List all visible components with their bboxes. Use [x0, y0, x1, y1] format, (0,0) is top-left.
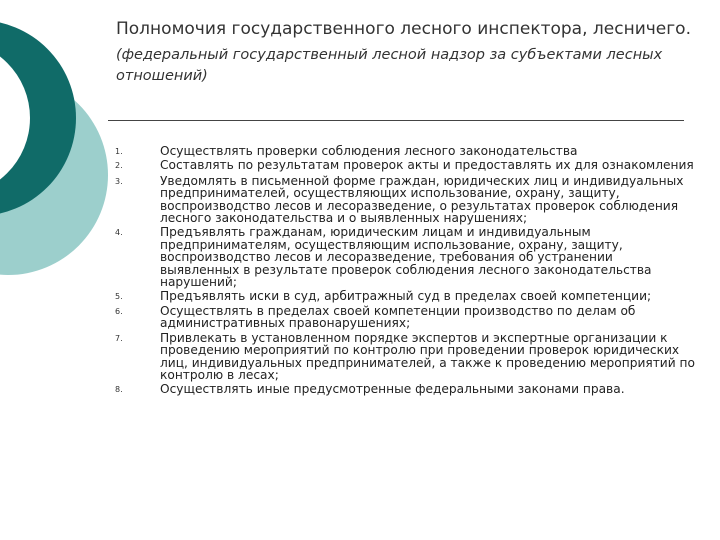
list-item-text: Привлекать в установленном порядке экспертов и экспертные организации к проведению мероприятий по контролю при проведении проверок юридических лиц, индивидуальных предпринимателей, а также к проведению мероприятий по контролю в лесах; [160, 330, 695, 382]
list-item-number: 1. [115, 147, 123, 156]
list-item-number: 4. [115, 228, 123, 238]
list-item-text: Предъявлять гражданам, юридическим лицам и индивидуальным предпринимателям, осуществляющим использование, охрану, защиту, воспроизводство лесов и лесоразведение, требования об устранении выявленных в результате проверок соблюдения лесного законодательства нарушений; [160, 225, 652, 290]
list-item-number: 8. [115, 385, 123, 395]
list-item [110, 145, 695, 157]
list-item-number: 7. [115, 333, 123, 343]
title-block [116, 18, 706, 87]
list-item [110, 290, 695, 302]
list-item-text: Осуществлять иные предусмотренные федеральными законами права. [160, 382, 625, 397]
list-item-number: 3. [115, 176, 123, 186]
slide-title: Полномочия государственного лесного инспектора, лесничего. [116, 19, 691, 39]
list-item [110, 159, 695, 171]
list-item-text: Осуществлять проверки соблюдения лесного законодательства [160, 144, 578, 158]
list-item-text: Уведомлять в письменной форме граждан, юридических лиц и индивидуальных предпринимателей, осуществляющих использование, охрану, защиту, воспроизводство лесов и лесоразведение, о результатах проверок соблюдения лесного законодательства и о выявленных нарушениях; [160, 173, 684, 226]
title-divider [108, 120, 684, 121]
list-item [110, 383, 695, 395]
list-item [110, 332, 695, 382]
list-item [110, 226, 695, 288]
list-item [110, 175, 695, 225]
list-item-text: Осуществлять в пределах своей компетенции производство по делам об административных правонарушениях; [160, 303, 636, 331]
list-item-number: 2. [115, 161, 123, 171]
decorative-circles [0, 0, 110, 300]
list-item-text: Предъявлять иски в суд, арбитражный суд в пределах своей компетенции; [160, 289, 652, 304]
powers-list [110, 145, 695, 396]
slide-subtitle: (федеральный государственный лесной надзор за субъектами лесных отношений) [116, 47, 663, 84]
list-item [110, 305, 695, 330]
list-item-number: 5. [115, 292, 123, 302]
list-item-text: Составлять по результатам проверок акты и предоставлять их для ознакомления [160, 158, 694, 173]
list-item-number: 6. [115, 306, 123, 316]
